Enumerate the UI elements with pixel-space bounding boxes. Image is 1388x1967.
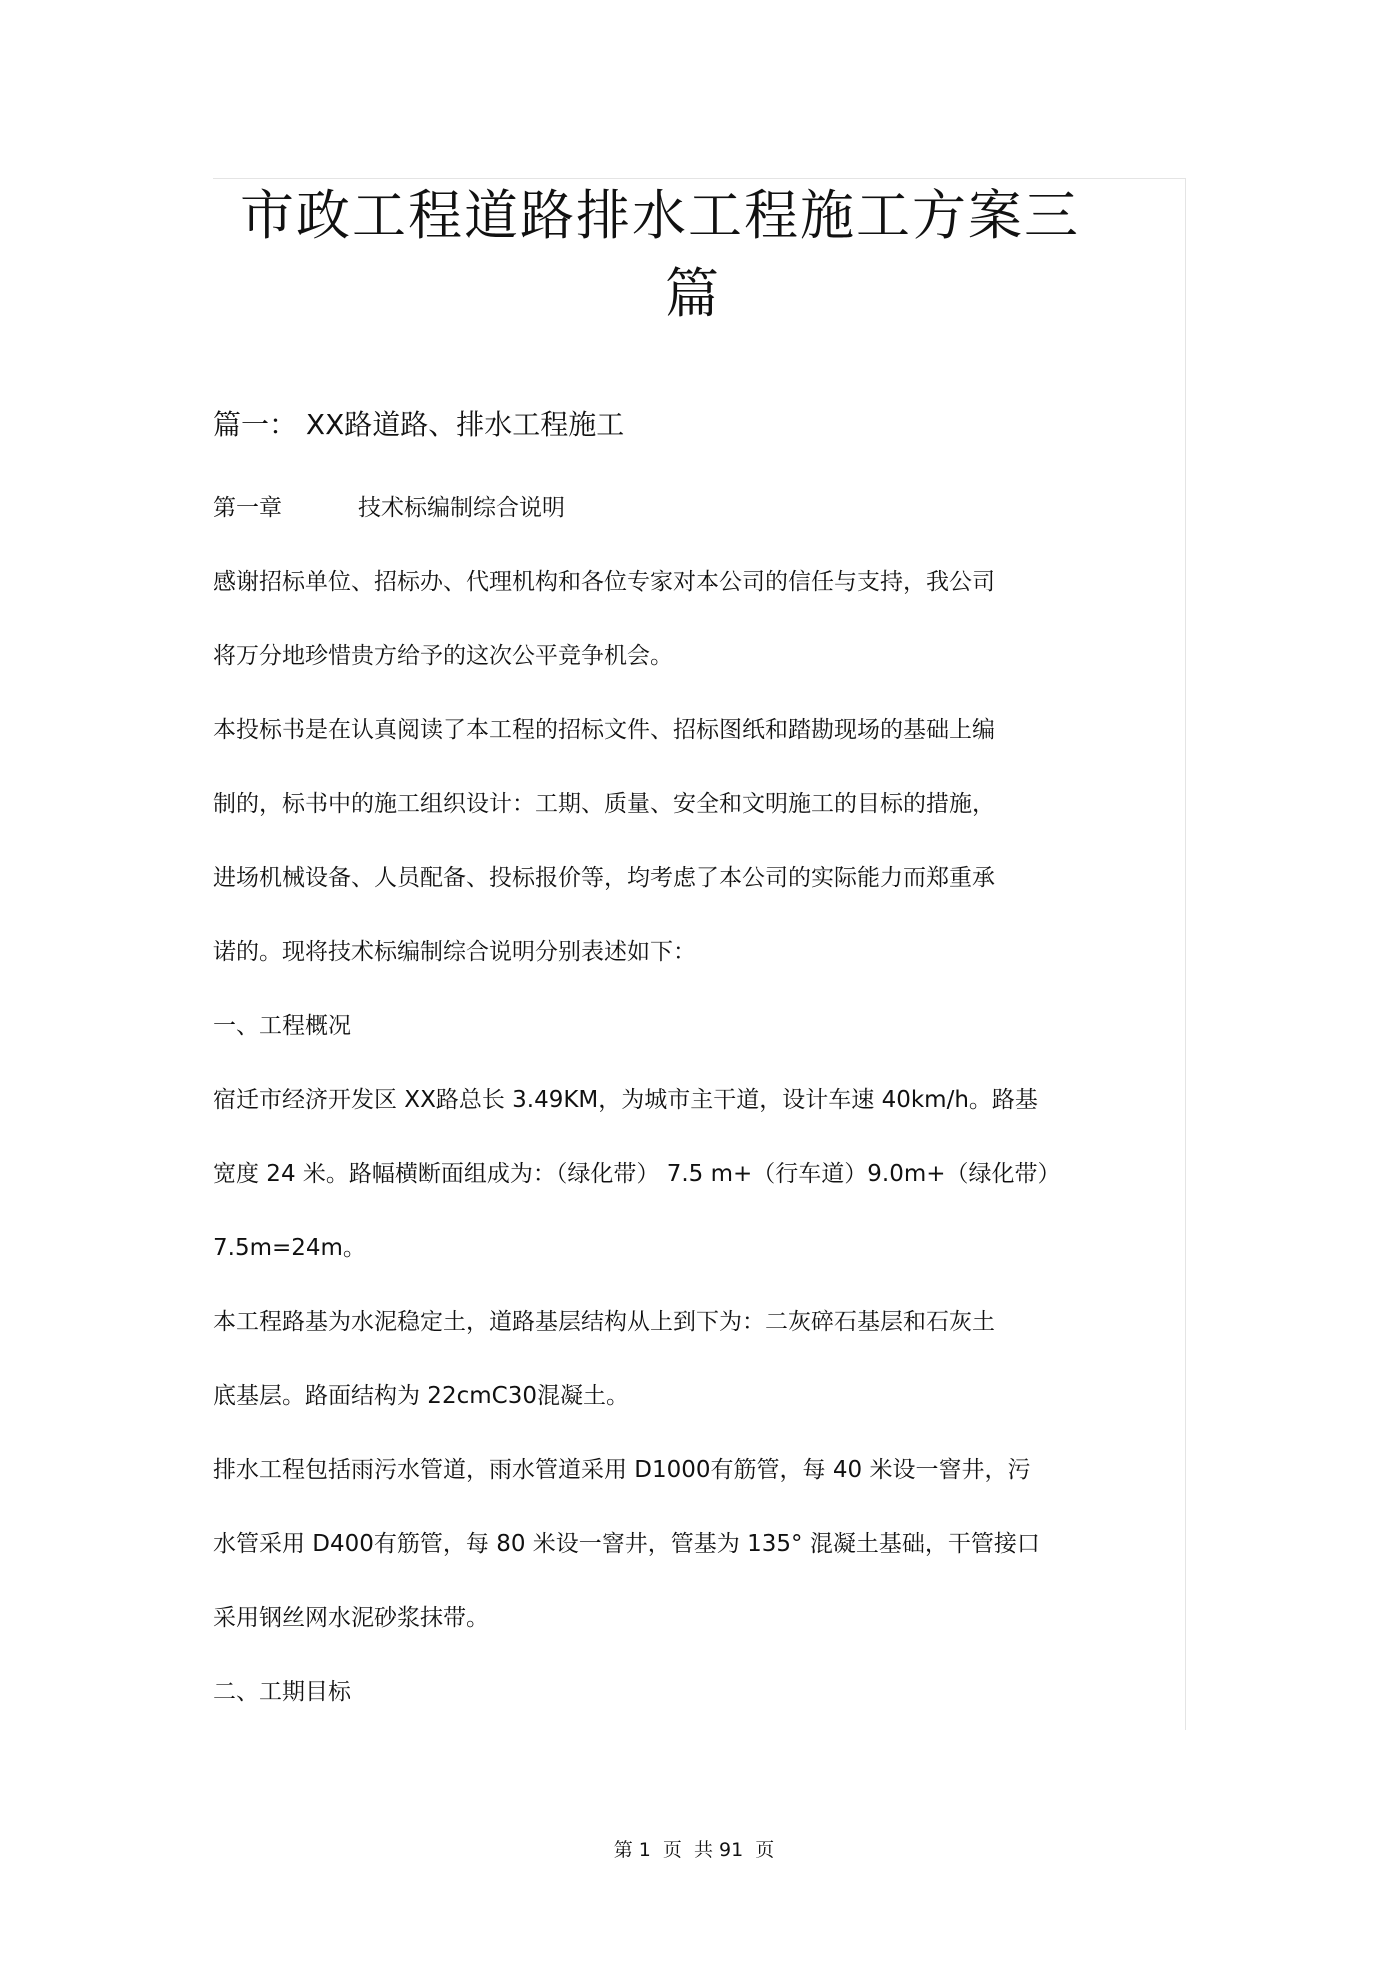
page-right-rule [1185, 178, 1186, 1730]
chapter-label: 第一章 [213, 495, 282, 521]
body-line: 诺的。现将技术标编制综合说明分别表述如下： [213, 939, 696, 965]
page-number-footer: 第 1 页 共 91 页 [613, 1839, 775, 1861]
body-line: 本工程路基为水泥稳定土，道路基层结构从上到下为：二灰碎石基层和石灰土 [213, 1309, 995, 1335]
body-line: 宽度 24 米。路幅横断面组成为：（绿化带） 7.5 m+（行车道）9.0m+（绿化带） [213, 1161, 1061, 1187]
chapter-heading [213, 492, 565, 524]
document-title-line-1: 市政工程道路排水工程施工方案三 [240, 184, 1080, 247]
body-line: 将万分地珍惜贵方给予的这次公平竞争机会。 [213, 643, 673, 669]
section-subtitle: 篇一： XX路道路、排水工程施工 [213, 408, 625, 441]
chapter-title: 技术标编制综合说明 [358, 495, 565, 521]
body-line: 7.5m=24m。 [213, 1235, 366, 1261]
body-line: 制的，标书中的施工组织设计：工期、质量、安全和文明施工的目标的措施， [213, 791, 995, 817]
body-line: 宿迁市经济开发区 XX路总长 3.49KM，为城市主干道，设计车速 40km/h。路基 [213, 1087, 1038, 1113]
section-heading-overview: 一、工程概况 [213, 1013, 351, 1039]
body-line: 排水工程包括雨污水管道，雨水管道采用 D1000有筋管，每 40 米设一窨井，污 [213, 1457, 1031, 1483]
body-line: 本投标书是在认真阅读了本工程的招标文件、招标图纸和踏勘现场的基础上编 [213, 717, 995, 743]
body-line: 水管采用 D400有筋管，每 80 米设一窨井，管基为 135° 混凝土基础，干管接口 [213, 1531, 1040, 1557]
document-title-line-2: 篇 [665, 262, 721, 325]
body-line: 进场机械设备、人员配备、投标报价等，均考虑了本公司的实际能力而郑重承 [213, 865, 995, 891]
body-line: 感谢招标单位、招标办、代理机构和各位专家对本公司的信任与支持，我公司 [213, 569, 995, 595]
body-line: 采用钢丝网水泥砂浆抹带。 [213, 1605, 489, 1631]
page-top-rule [213, 178, 1185, 179]
section-heading-schedule: 二、工期目标 [213, 1679, 351, 1705]
body-line: 底基层。路面结构为 22cmC30混凝土。 [213, 1383, 629, 1409]
